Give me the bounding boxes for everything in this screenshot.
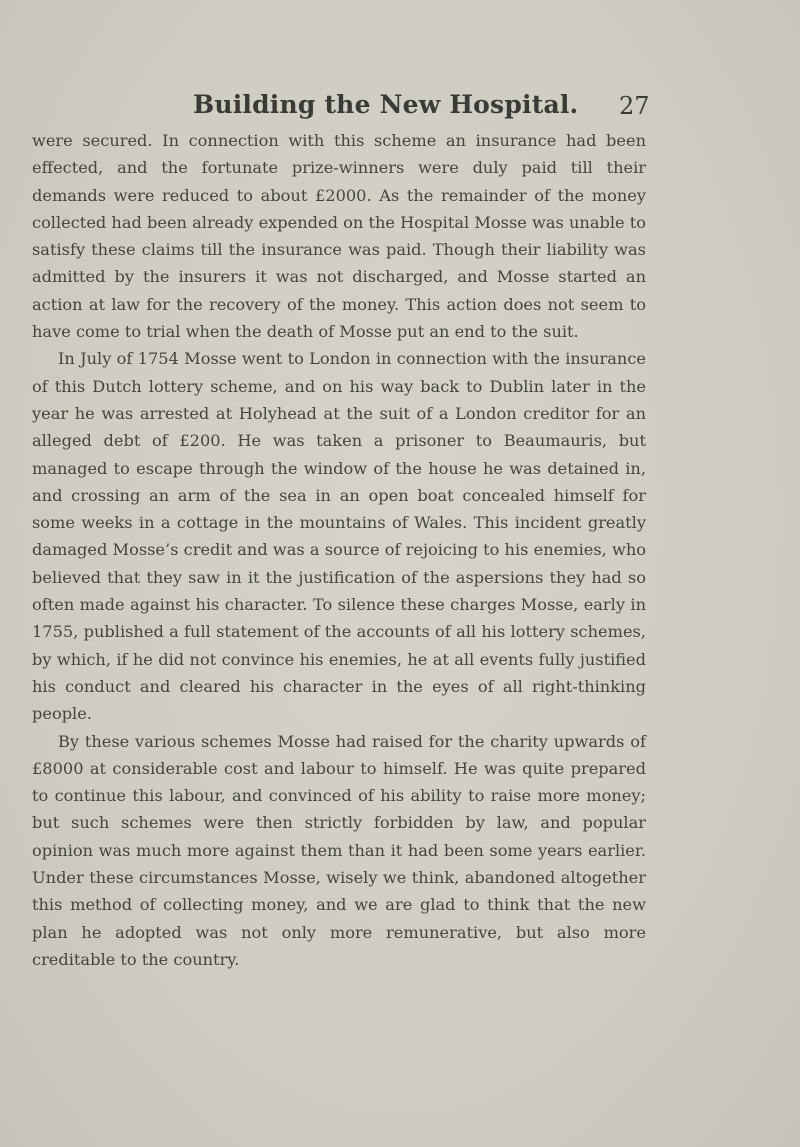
body-text — [32, 127, 646, 973]
page-number: 27 — [619, 92, 650, 120]
paragraph-various-schemes: By these various schemes Mosse had raised for the charity upwards of £8000 at considerable cost and labour to himself. He was quite prepared to continue this labour, and convinced of his ability to raise more money; but such schemes were then strictly forbidden by law, and popular opinion was much more against them than it had been some years earlier. Under these circumstances Mosse, wisely we think, abandoned altogether this method of collecting money, and we are glad to think that the new plan he adopted was not only more remunerative, but also more creditable to the country. — [32, 731, 646, 969]
running-title: Building the New Hospital. — [193, 90, 579, 119]
page-header — [0, 90, 800, 130]
paragraph-continuation: were secured. In connection with this scheme an insurance had been effected, and the fortunate prize-winners were duly paid till their demands were reduced to about £2000. As the remainder of the money collected had been already expended on the Hospital Mosse was unable to satisfy these claims till the insurance was paid. Though their liability was admitted by the insurers it was not discharged, and Mosse started an action at law for the recovery of the money. This action does not seem to have come to trial when the death of Mosse put an end to the suit. — [32, 131, 646, 342]
paragraph-july-1754: In July of 1754 Mosse went to London in connection with the insurance of this Dutch lottery scheme, and on his way back to Dublin later in the year he was arrested at Holyhead at the suit of a London creditor for an alleged debt of £200. He was taken a prisoner to Beaumauris, but managed to escape through the window of the house he was detained in, and crossing an arm of the sea in an open boat concealed himself for some weeks in a cottage in the mountains of Wales. This incident greatly damaged Mosse’s credit and was a source of rejoicing to his enemies, who believed that they saw in it the justification of the aspersions they had so often made against his character. To silence these charges Mosse, early in 1755, published a full statement of the accounts of all his lottery schemes, by which, if he did not convince his enemies, he at all events fully justified his conduct and cleared his character in the eyes of all right-thinking people. — [32, 349, 646, 724]
